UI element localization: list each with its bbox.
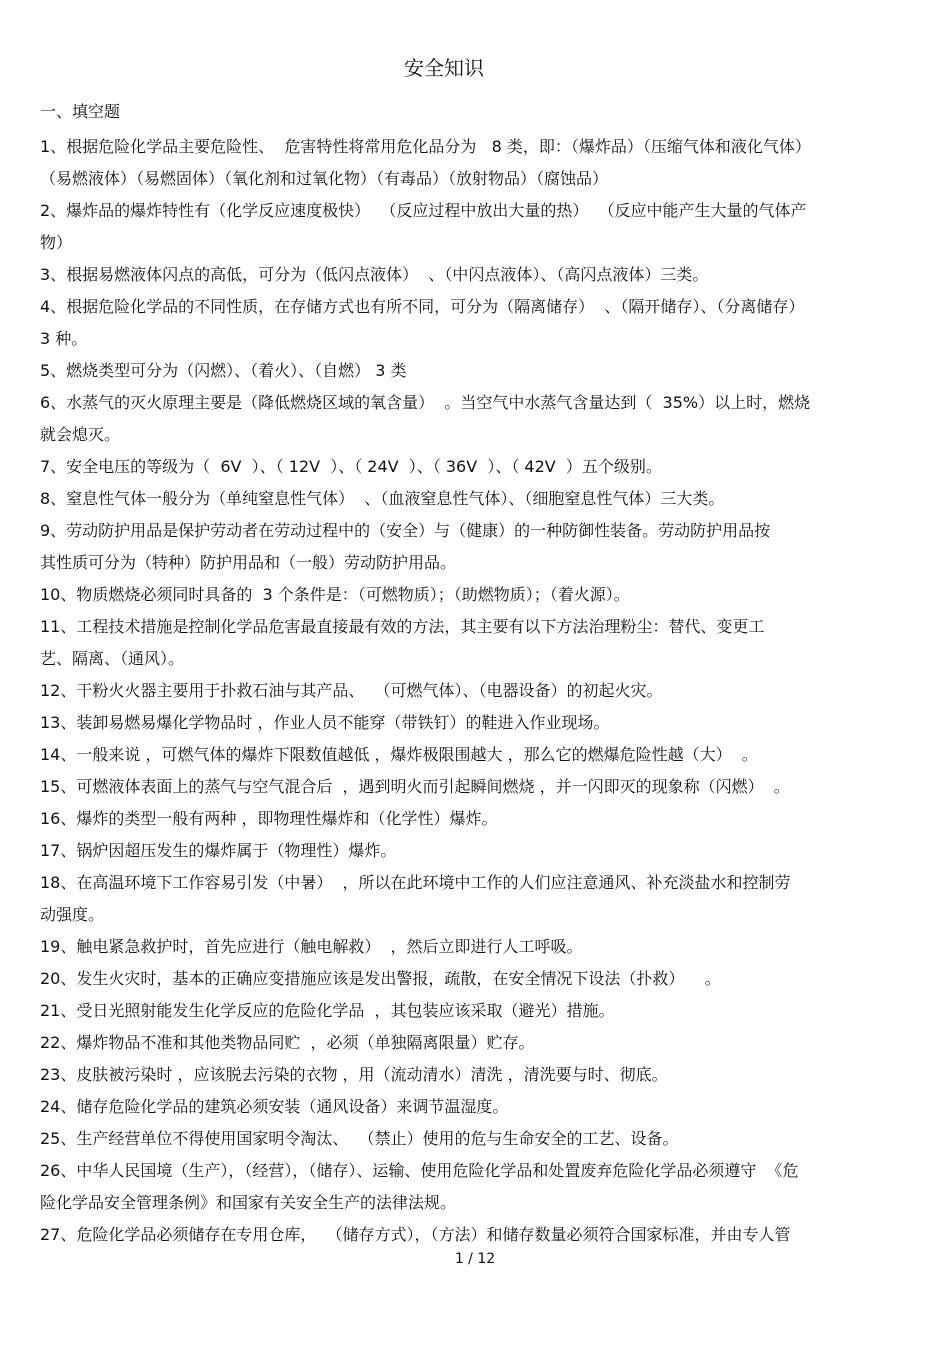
question-line: 艺、隔离、（通风）。 xyxy=(40,649,185,668)
question-line: 24、储存危险化学品的建筑必须安装（通风设备）来调节温湿度。 xyxy=(40,1097,509,1116)
question-line: 20、发生火灾时，基本的正确应变措施应该是发出警报，疏散，在安全情况下设法（扑救） 。 xyxy=(40,969,721,988)
page-title: 安全知识 xyxy=(404,56,484,80)
question-line: 19、触电紧急救护时，首先应进行（触电解救） ，然后立即进行人工呼吸。 xyxy=(40,937,583,956)
question-line: 27、危险化学品必须储存在专用仓库， （储存方式），（方法）和储存数量必须符合国家标准，并由专人管 xyxy=(40,1225,791,1244)
question-line: 26、中华人民国境（生产），（经营），（储存）、运输、使用危险化学品和处置废弃危险化学品必须遵守 《危 xyxy=(40,1161,799,1180)
question-line: 险化学品安全管理条例》和国家有关安全生产的法律法规。 xyxy=(40,1193,457,1212)
question-line: 2、爆炸品的爆炸特性有（化学反应速度极快） （反应过程中放出大量的热） （反应中能产生大量的气体产 xyxy=(40,201,807,220)
question-list xyxy=(40,131,910,1251)
question-line: 9、劳动防护用品是保护劳动者在劳动过程中的（安全）与（健康）的一种防御性装备。劳动防护用品按 xyxy=(40,521,771,540)
question-line: 14、一般来说 ，可燃气体的爆炸下限数值越低 ，爆炸极限围越大 ，那么它的燃爆危险性越（大） 。 xyxy=(40,745,758,764)
question-line: 动强度。 xyxy=(40,905,105,924)
question-line: 12、干粉火火器主要用于扑救石油与其产品、 （可燃气体）、（电器设备）的初起火灾。 xyxy=(40,681,663,700)
question-line: 5、燃烧类型可分为（闪燃）、（着火）、（自燃） 3 类 xyxy=(40,361,407,380)
question-line: 物） xyxy=(40,233,73,252)
question-line: 11、工程技术措施是控制化学品危害最直接最有效的方法，其主要有以下方法治理粉尘：替代、变更工 xyxy=(40,617,765,636)
question-line: 22、爆炸物品不准和其他类物品同贮 ，必须（单独隔离限量）贮存。 xyxy=(40,1033,535,1052)
question-line: 8、窒息性气体一般分为（单纯窒息性气体） 、（血液窒息性气体）、（细胞窒息性气体）三大类。 xyxy=(40,489,725,508)
section-heading: 一、填空题 xyxy=(40,102,121,121)
question-line: 3、根据易燃液体闪点的高低，可分为（低闪点液体） 、（中闪点液体）、（高闪点液体）三类。 xyxy=(40,265,709,284)
question-line: 21、受日光照射能发生化学反应的危险化学品 ，其包装应该采取（避光）措施。 xyxy=(40,1001,615,1020)
question-line: 10、物质燃烧必须同时具备的 3 个条件是：（可燃物质）；（助燃物质）；（着火源）。 xyxy=(40,585,630,604)
question-line: 13、装卸易燃易爆化学物品时 ，作业人员不能穿（带铁钉）的鞋进入作业现场。 xyxy=(40,713,610,732)
question-line: 3 种。 xyxy=(40,329,88,348)
question-line: 17、锅炉因超压发生的爆炸属于（物理性）爆炸。 xyxy=(40,841,397,860)
question-line: 25、生产经营单位不得使用国家明令淘汰、 （禁止）使用的危与生命安全的工艺、设备。 xyxy=(40,1129,679,1148)
question-line: 其性质可分为（特种）防护用品和（一般）劳动防护用品。 xyxy=(40,553,457,572)
question-line: 18、在高温环境下工作容易引发（中暑） ，所以在此环境中工作的人们应注意通风、补充淡盐水和控制劳 xyxy=(40,873,791,892)
question-line: 6、水蒸气的灭火原理主要是（降低燃烧区域的氧含量） 。当空气中水蒸气含量达到（ 35%）以上时，燃烧 xyxy=(40,393,811,412)
question-line: （易燃液体）（易燃固体）（氧化剂和过氧化物）（有毒品）（放射物品）（腐蚀品） xyxy=(40,169,609,188)
question-line: 15、可燃液体表面上的蒸气与空气混合后 ，遇到明火而引起瞬间燃烧 ，并一闪即灭的现象称（闪燃） 。 xyxy=(40,777,790,796)
question-line: 4、根据危险化学品的不同性质，在存储方式也有所不同，可分为（隔离储存） 、（隔开储存）、（分离储存） xyxy=(40,297,805,316)
question-line: 1、根据危险化学品主要危险性、 危害特性将常用危化品分为 8 类，即：（爆炸品）（压缩气体和液化气体） xyxy=(40,137,811,156)
page-number: 1 / 12 xyxy=(454,1251,496,1267)
question-line: 就会熄灭。 xyxy=(40,425,121,444)
question-line: 23、皮肤被污染时 ，应该脱去污染的衣物 ，用（流动清水）清洗 ，清洗要与时、彻底。 xyxy=(40,1065,668,1084)
question-line: 7、安全电压的等级为（ 6V ）、（ 12V ）、（ 24V ）、（ 36V ）、（ 42V ）五个级别。 xyxy=(40,457,662,476)
question-line: 16、爆炸的类型一般有两种 ，即物理性爆炸和（化学性）爆炸。 xyxy=(40,809,498,828)
